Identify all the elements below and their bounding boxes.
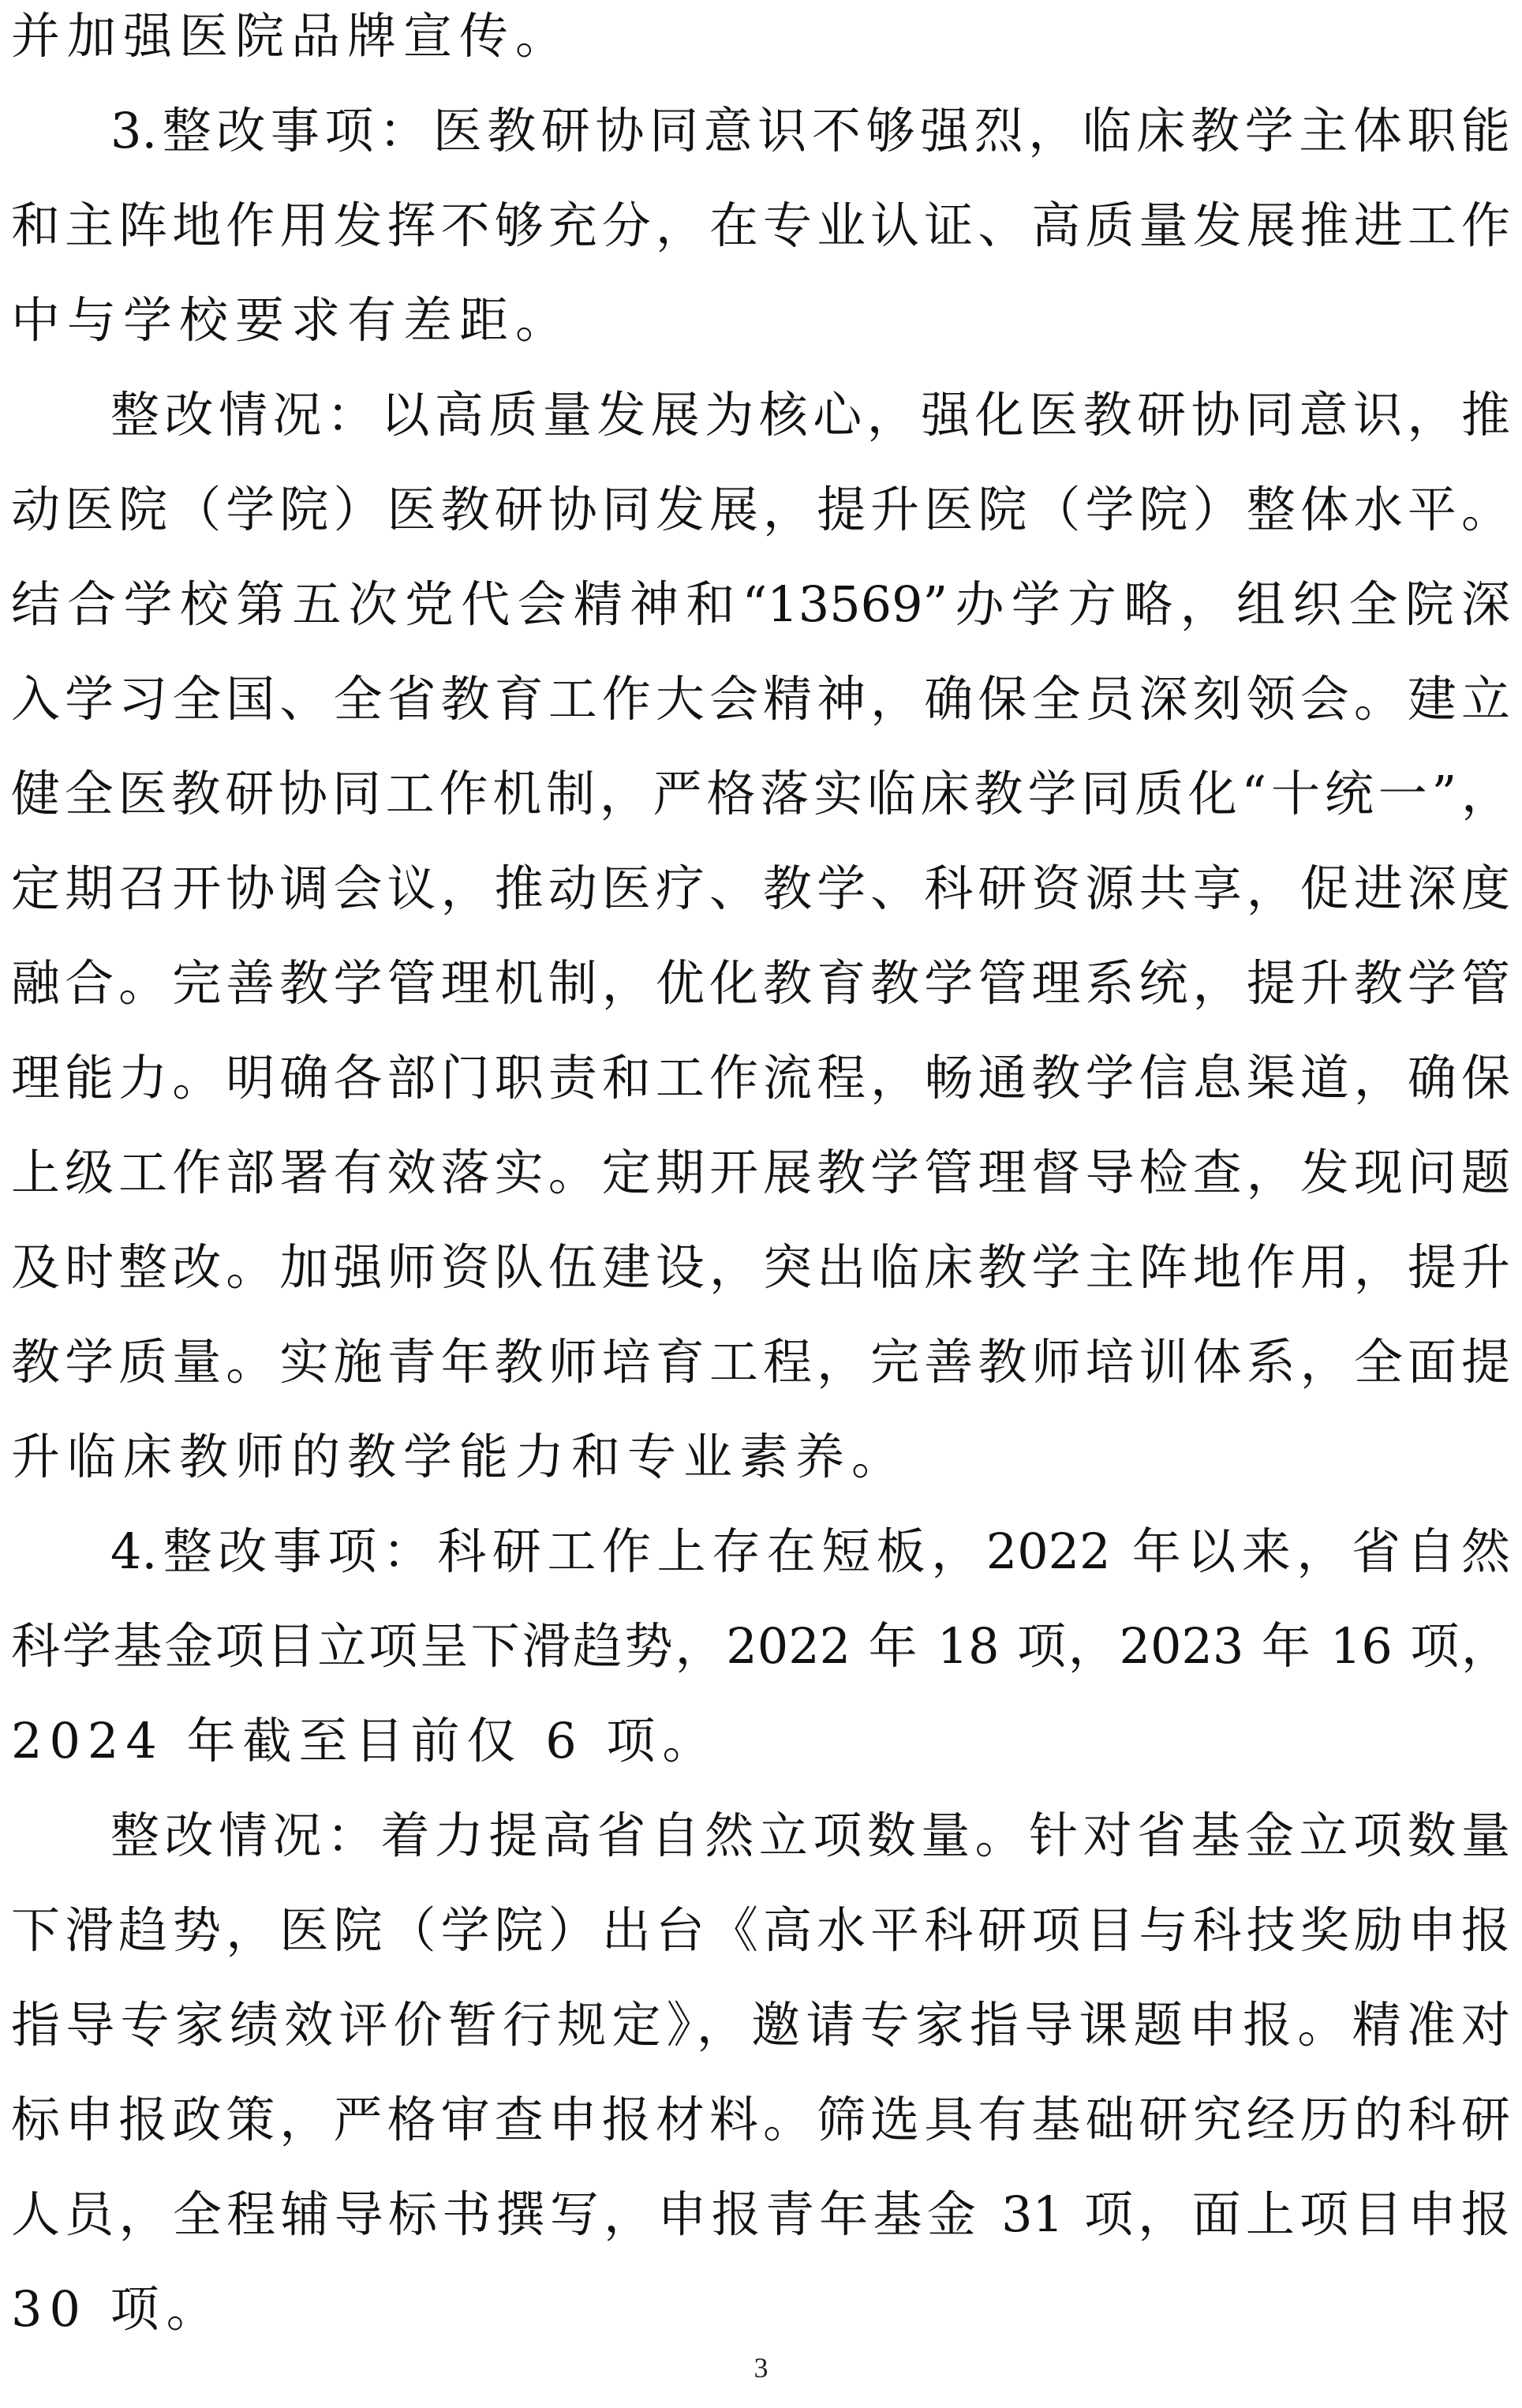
text-line: 上级工作部署有效落实。定期开展教学管理督导检查，发现问题 bbox=[11, 1144, 1510, 1201]
section-heading-line: 3.整改事项：医教研协同意识不够强烈，临床教学主体职能 bbox=[110, 102, 1510, 159]
text-line: 及时整改。加强师资队伍建设，突出临床教学主阵地作用，提升 bbox=[11, 1238, 1510, 1296]
text-line: 并加强医院品牌宣传。 bbox=[11, 7, 572, 65]
text-line: 30 项。 bbox=[11, 2280, 223, 2338]
text-line: 教学质量。实施青年教师培育工程，完善教师培训体系，全面提 bbox=[11, 1333, 1510, 1391]
text-line: 指导专家绩效评价暂行规定》，邀请专家指导课题申报。精准对 bbox=[11, 1996, 1510, 2054]
text-line: 动医院（学院）医教研协同发展，提升医院（学院）整体水平。 bbox=[11, 481, 1510, 538]
paragraph-first-line: 整改情况：着力提高省自然立项数量。针对省基金立项数量 bbox=[110, 1807, 1510, 1864]
paragraph-first-line: 整改情况：以高质量发展为核心，强化医教研协同意识，推 bbox=[110, 386, 1510, 444]
text-line: 升临床教师的教学能力和专业素养。 bbox=[11, 1428, 908, 1485]
text-line: 下滑趋势，医院（学院）出台《高水平科研项目与科技奖励申报 bbox=[11, 1901, 1510, 1959]
text-line: 结合学校第五次党代会精神和“13569”办学方略，组织全院深 bbox=[11, 575, 1510, 633]
text-line: 和主阵地作用发挥不够充分，在专业认证、高质量发展推进工作 bbox=[11, 197, 1510, 254]
section-heading-line: 4.整改事项：科研工作上存在短板，2022 年以来，省自然 bbox=[110, 1522, 1510, 1580]
text-line: 理能力。明确各部门职责和工作流程，畅通教学信息渠道，确保 bbox=[11, 1049, 1510, 1107]
text-line: 中与学校要求有差距。 bbox=[11, 291, 572, 349]
text-line: 2024 年截至目前仅 6 项。 bbox=[11, 1712, 719, 1769]
text-line: 入学习全国、全省教育工作大会精神，确保全员深刻领会。建立 bbox=[11, 670, 1510, 728]
text-line: 定期召开协调会议，推动医疗、教学、科研资源共享，促进深度 bbox=[11, 859, 1510, 917]
text-line: 科学基金项目立项呈下滑趋势，2022 年 18 项，2023 年 16 项， bbox=[11, 1617, 1510, 1675]
text-line: 健全医教研协同工作机制，严格落实临床教学同质化“十统一”， bbox=[11, 765, 1510, 822]
text-line: 人员，全程辅导标书撰写，申报青年基金 31 项，面上项目申报 bbox=[11, 2185, 1510, 2243]
text-line: 融合。完善教学管理机制，优化教育教学管理系统，提升教学管 bbox=[11, 954, 1510, 1012]
text-line: 标申报政策，严格审查申报材料。筛选具有基础研究经历的科研 bbox=[11, 2091, 1510, 2148]
page-number: 3 bbox=[754, 2352, 768, 2384]
